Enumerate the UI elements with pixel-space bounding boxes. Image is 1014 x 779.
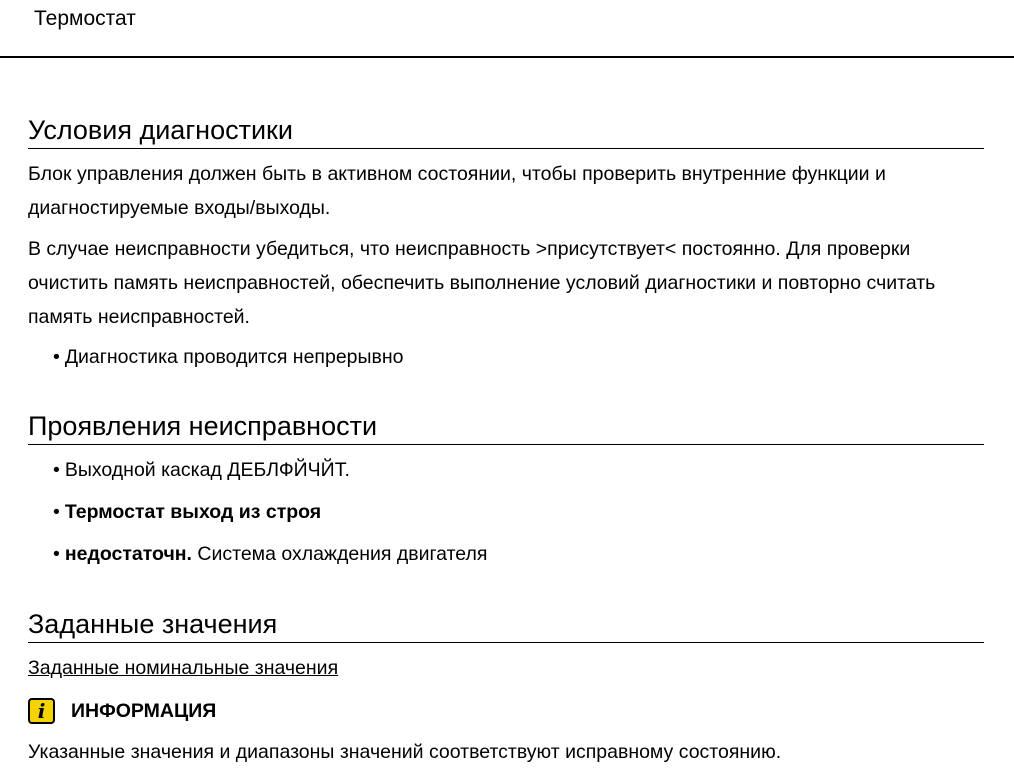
- nominal-values-link[interactable]: Заданные номинальные значения: [28, 657, 339, 679]
- section-title-values: Заданные значения: [28, 608, 984, 643]
- bullet-icon: •: [53, 346, 60, 368]
- info-icon: i: [28, 698, 55, 724]
- list-item: • недостаточн. Система охлаждения двигателя: [53, 543, 488, 565]
- bullet-icon: •: [53, 459, 60, 481]
- conditions-paragraph-1: Блок управления должен быть в активном состоянии, чтобы проверить внутренние функции и диагностируемые входы/выходы.: [28, 163, 886, 219]
- page-title: Термостат: [34, 7, 136, 30]
- bullet-icon: •: [53, 501, 60, 523]
- info-notice: [28, 696, 216, 726]
- list-item: • Выходной каскад ДЕБЛФЙЧЙТ.: [53, 459, 350, 481]
- info-text: Указанные значения и диапазоны значений соответствуют исправному состоянию.: [28, 741, 782, 763]
- section-title-symptoms: Проявления неисправности: [28, 410, 984, 445]
- bullet-icon: •: [53, 543, 60, 565]
- conditions-paragraph-2: В случае неисправности убедиться, что неисправность >присутствует< постоянно. Для проверки очистить память неисправностей, обеспечить выполнение условий диагностики и повторно считать память неисправностей.: [28, 238, 936, 328]
- list-item: • Термостат выход из строя: [53, 501, 322, 523]
- list-item: • Диагностика проводится непрерывно: [53, 346, 404, 368]
- info-label: ИНФОРМАЦИЯ: [71, 699, 217, 722]
- page-header: [0, 0, 1014, 58]
- section-title-conditions: Условия диагностики: [28, 114, 984, 149]
